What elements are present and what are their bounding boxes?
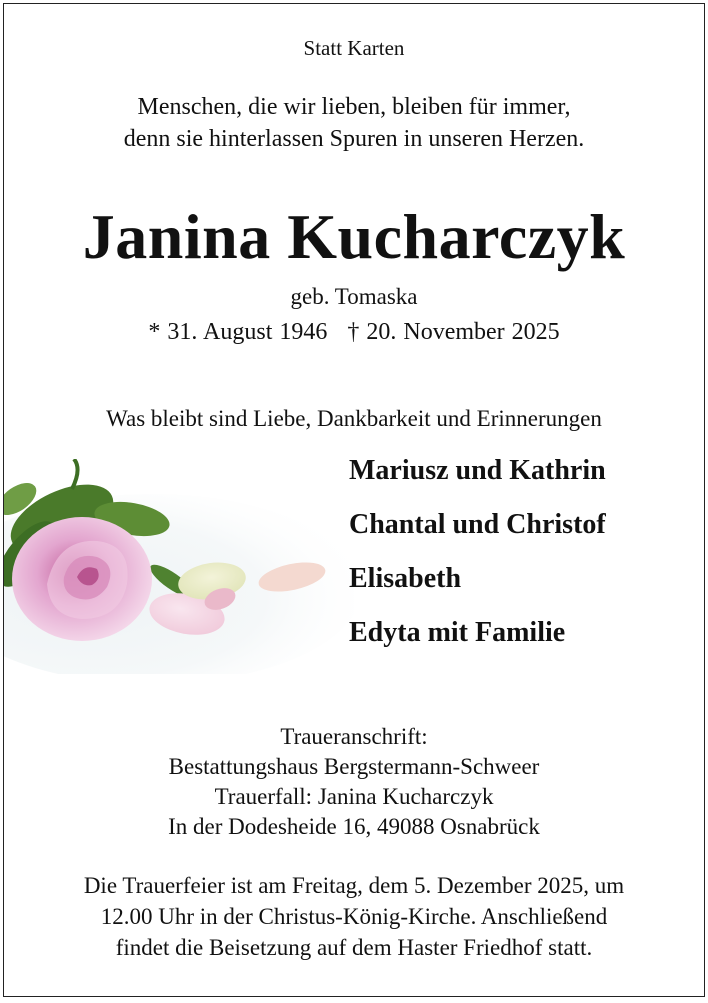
address-line: Traueranschrift: [280,724,428,749]
motto: Was bleibt sind Liebe, Dankbarkeit und Erinnerungen [106,406,602,431]
header-statt-karten: Statt Karten [303,36,405,60]
funeral-ceremony-info [4,870,704,963]
address-line: Trauerfall: Janina Kucharczyk [214,784,494,809]
death-date: † 20. November 2025 [347,319,560,345]
ceremony-line: findet die Beisetzung auf dem Haster Friedhof statt. [115,935,593,960]
address-line: In der Dodesheide 16, 49088 Osnabrück [168,814,540,839]
ceremony-line: 12.00 Uhr in der Christus-König-Kirche. Anschließend [100,904,608,929]
mourner-name: Chantal und Christof [349,509,606,540]
poem-line: Menschen, die wir lieben, bleiben für immer, [137,94,571,120]
rose-image [3,459,354,674]
address-line: Bestattungshaus Bergstermann-Schweer [168,754,540,779]
life-dates [4,319,704,346]
mourner-name: Edyta mit Familie [349,617,566,648]
ceremony-line: Die Trauerfeier ist am Freitag, dem 5. Dezember 2025, um [83,873,625,898]
mourner-name: Elisabeth [349,563,462,594]
poem-line: denn sie hinterlassen Spuren in unseren Herzen. [123,126,585,152]
obituary-notice [3,3,705,997]
birth-date: * 31. August 1946 [148,319,328,345]
mourners-list [349,449,606,665]
birth-name: geb. Tomaska [290,284,418,309]
deceased-name: Janina Kucharczyk [82,201,626,272]
mourning-address [4,722,704,842]
mourner-name: Mariusz und Kathrin [349,455,606,486]
poem [4,91,704,155]
